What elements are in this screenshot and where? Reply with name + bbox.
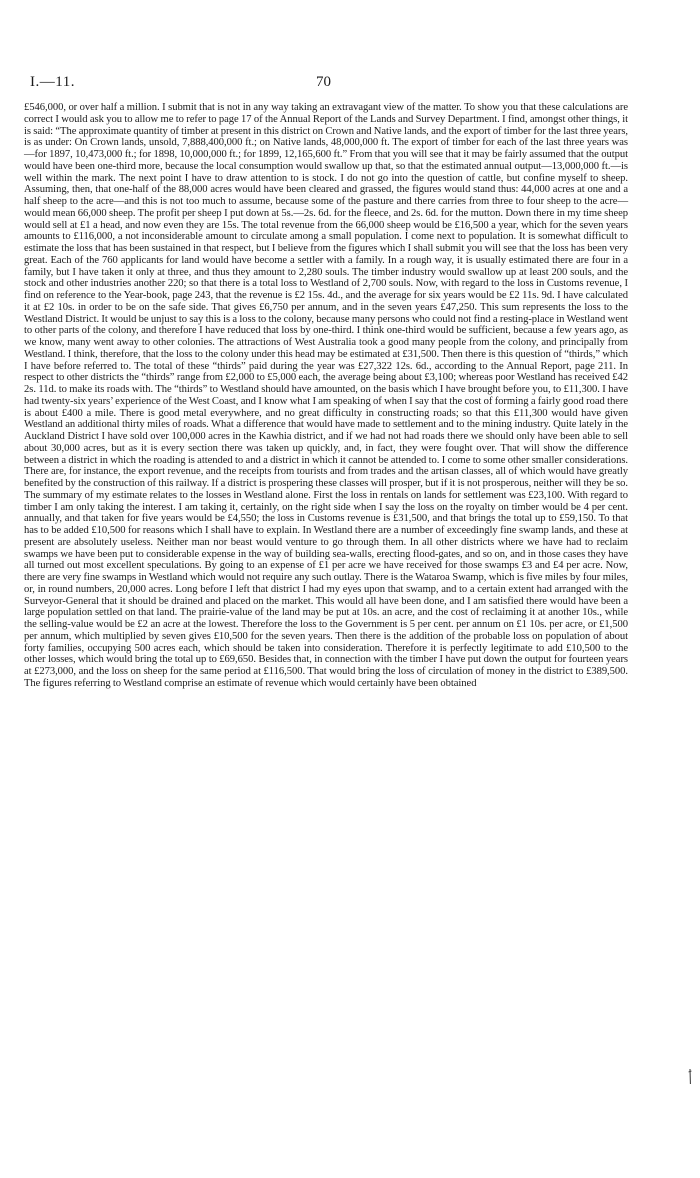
body-paragraph: £546,000, or over half a million. I submit that is not in any way taking an extravagant view of the matter. To show you that these calculations are correct I would ask you to allow me to refer to page 17 of the Annual Report of the Lands and Survey Department. I find, amongst other things, it is said: “The approximate quantity of timber at present in this district on Crown and Native lands, and the export of timber for the last three years, is as under: On Crown lands, unsold, 7,888,400,000 ft.; on Native lands, 48,000,000 ft. The export of timber for each of the last three years was—for 1897, 10,473,000 ft.; for 1898, 10,000,000 ft.; for 1899, 12,165,600 ft.” From that you will see that it may be fairly assumed that the output would have been one-third more, because the local consumption would swallow up that, so that the estimated annual output—13,000,000 ft.—is well within the mark. The next point I have to draw attention to is stock. I do not go into the question of cattle, but confine myself to sheep. Assuming, then, that one-half of the 88,000 acres would have been cleared and grassed, the figures would stand thus: 44,000 acres at one and a half sheep to the acre—and this is not too much to assume, because some of the pasture and there carries from three to four sheep to the acre—would mean 66,000 sheep. The profit per sheep I put down at 5s.—2s. 6d. for the fleece, and 2s. 6d. for the mutton. Down there in my time sheep would sell at £1 a head, and now even they are 15s. The total revenue from the 66,000 sheep would be £16,500 a year, which for the seven years amounts to £116,000, a not inconsiderable amount to circulate among a small population. I come next to population. It is somewhat difficult to estimate the loss that has been sustained in that respect, but I believe from the figures which I shall submit you will see that the loss has been very great. Each of the 760 applicants for land would have become a settler with a family. In a rough way, it is usually estimated there are four in a family, but I have taken it only at three, and thus they amount to 2,280 souls. The timber industry would swallow up at least 200 souls, and the stock and other industries another 220; so that there is a total loss to Westland of 2,700 souls. Now, with regard to the loss in Customs revenue, I find on reference to the Year-book, page 243, that the revenue is £2 15s. 4d., and the average for six years would be £2 11s. 9d. I have calculated it at £2 10s. in order to be on the safe side. That gives £6,750 per annum, and in the seven years £47,250. This sum represents the loss to the Westland District. It would be unjust to say this is a loss to the colony, because many persons who could not find a resting-place in Westland went to other parts of the colony, and therefore I have reduced that loss by one-third. I think one-third would be sufficient, because a few years ago, as we know, many went away to other colonies. The attractions of West Australia took a good many people from the colony, and principally from Westland. I think, therefore, that the loss to the colony under this head may be estimated at £31,500. Then there is this question of “thirds,” which I have before referred to. The total of these “thirds” paid during the year was £27,322 12s. 6d., according to the Annual Report, page 211. In respect to other districts the “thirds” range from £2,000 to £5,000 each, the average being about £3,100; whereas poor Westland has received £42 2s. 11d. to make its roads with. The “thirds” to Westland should have amounted, on the basis which I have brought before you, to £11,300. I have had twenty-six years’ experience of the West Coast, and I know what I am speaking of when I say that the cost of forming a fairly good road there is about £400 a mile. There is good metal everywhere, and no great difficulty in constructing roads; so that this £11,300 would have given Westland an additional thirty miles of roads. What a difference that would have made to settlement and to the mining industry. Quite lately in the Auckland District I have sold over 100,000 acres in the Kawhia district, and if we had not had roads there we should only have been able to sell about 30,000 acres, but as it is every section there was taken up quickly, and, in fact, they were fought over. That will show the difference between a district in which the roading is attended to and a district in which it cannot be attended to. I come to some other smaller considerations. There are, for instance, the export revenue, and the receipts from tourists and from trades and the artisan classes, all of which would have greatly benefited by the construction of this railway. If a district is prospering these classes will prosper, but if it is not prosperous, neither will they be so. The summary of my estimate relates to the losses in Westland alone. First the loss in rentals on lands for settlement was £23,100. With regard to timber I am only taking the interest. I am taking it, certainly, on the right side when I say the loss on the royalty on timber would be 4 per cent. annually, and that taken for five years would be £4,550; the loss in Customs revenue is £31,500, and that brings the total up to £59,150. To that has to be added £10,500 for reasons which I shall have to explain. In Westland there are a number of exceedingly fine swamp lands, and these at present are absolutely useless. Neither man nor beast would venture to go through them. In all other districts where we have had to reclaim swamps we have been put to considerable expense in the way of building sea-walls, erecting flood-gates, and so on, and in those cases they have all turned out most excellent speculations. By going to an expense of £1 per acre we have received for those swamps £3 and £4 per acre. Now, there are very fine swamps in Westland which would not require any such outlay. There is the Wataroa Swamp, which is five miles by four miles, or, in round numbers, 20,000 acres. Long before I left that district I had my eyes upon that swamp, and to a certain extent had arranged with the Surveyor-General that it should be drained and placed on the market. This would all have been done, and I am satisfied there would have been a large population settled on that land. The prairie-value of the land may be put at 10s. an acre, and the cost of reclaiming it at another 10s., while the selling-value would be £2 an acre at the lowest. Therefore the loss to the Government is 5 per cent. per annum on £1 10s. per acre, or £1,500 per annum, which multiplied by seven gives £10,500 for the seven years. Then there is the addition of the probable loss on population of about forty families, occupying 500 acres each, which should be taken into consideration. Therefore it is perfectly legitimate to add £10,500 to the other losses, which would bring the total up to £69,650. Besides that, in connection with the timber I have put down the output for fourteen years at £273,000, and the loss on sheep for the same period at £116,500. That would bring the loss of circulation of money in the district to £389,500. The figures referring to Westland comprise an estimate of revenue which would certainly have been obtained — [24, 102, 628, 689]
page-number: 70 — [316, 74, 331, 90]
document-reference: I.—11. — [30, 74, 75, 90]
margin-ink-mark — [688, 1068, 692, 1086]
page-header — [30, 74, 630, 94]
